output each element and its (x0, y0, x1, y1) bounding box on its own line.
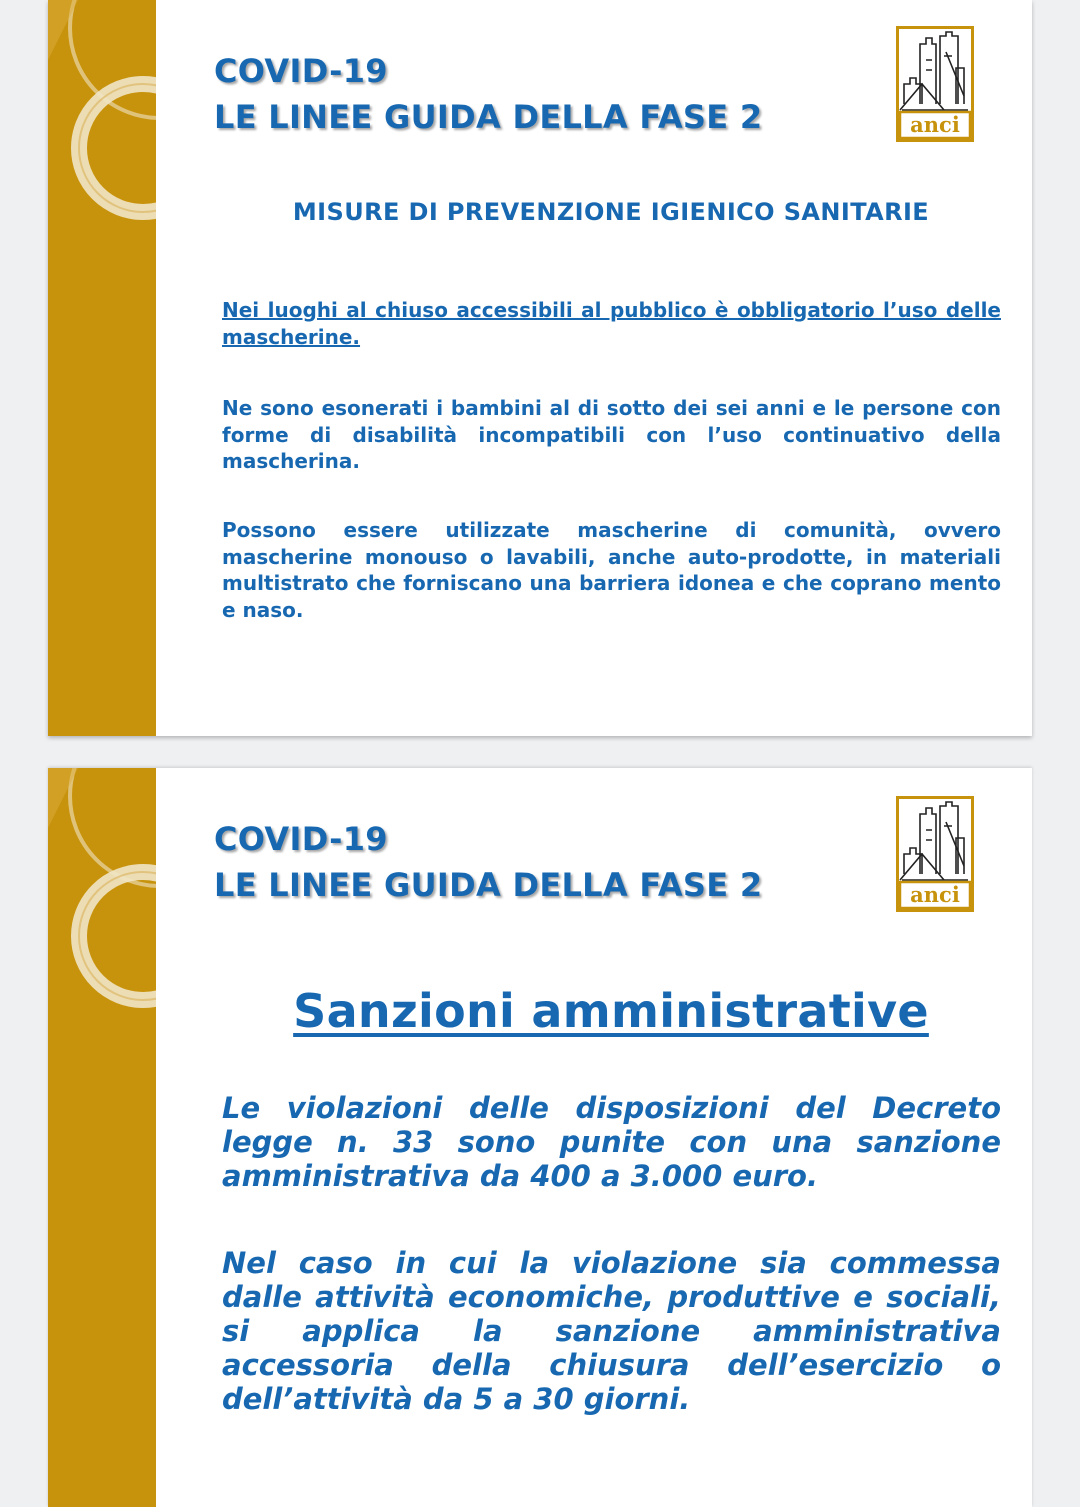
anci-logo (896, 26, 974, 142)
title-line-1: COVID-19 (214, 820, 388, 858)
decorative-rings-icon (48, 768, 156, 1507)
title-line-2: LE LINEE GUIDA DELLA FASE 2 (214, 98, 763, 136)
sanctions-heading: Sanzioni amministrative (293, 984, 929, 1038)
paragraph-fine-amount: Le violazioni delle disposizioni del Decreto legge n. 33 sono punite con una sanzione amministrativa da 400 a 3.000 euro. (222, 1091, 1001, 1193)
decorative-rings-icon (48, 0, 156, 736)
title-line-1: COVID-19 (214, 52, 388, 90)
slide-title (214, 816, 762, 908)
paragraph-exemptions: Ne sono esonerati i bambini al di sotto dei sei anni e le persone con forme di disabilità incompatibili con l’uso continuativo della mascherina. (222, 396, 1001, 473)
slide-administrative-sanctions (48, 768, 1032, 1507)
title-line-2: LE LINEE GUIDA DELLA FASE 2 (214, 866, 763, 904)
paragraph-mask-types: Possono essere utilizzate mascherine di comunità, ovvero mascherine monouso o lavabili, anche auto-prodotte, in materiali multistrato che forniscano una barriera idonea e che coprano mento e naso. (222, 518, 1001, 622)
paragraph-closure-penalty: Nel caso in cui la violazione sia commessa dalle attività economiche, produttive e sociali, si applica la sanzione amministrativa accessoria della chiusura dell’esercizio o dell’attività da 5 a 30 giorni. (222, 1246, 1001, 1416)
paragraph-mask-obligation: Nei luoghi al chiuso accessibili al pubblico è obbligatorio l’uso delle mascherine. (222, 298, 1001, 349)
slide-prevention-measures (48, 0, 1032, 736)
slide-title (214, 48, 762, 140)
gold-side-band (48, 768, 156, 1507)
logo-text: anci (910, 882, 960, 907)
gold-side-band (48, 0, 156, 736)
anci-logo (896, 796, 974, 912)
section-subtitle: MISURE DI PREVENZIONE IGIENICO SANITARIE (292, 198, 930, 226)
logo-text: anci (910, 112, 960, 137)
